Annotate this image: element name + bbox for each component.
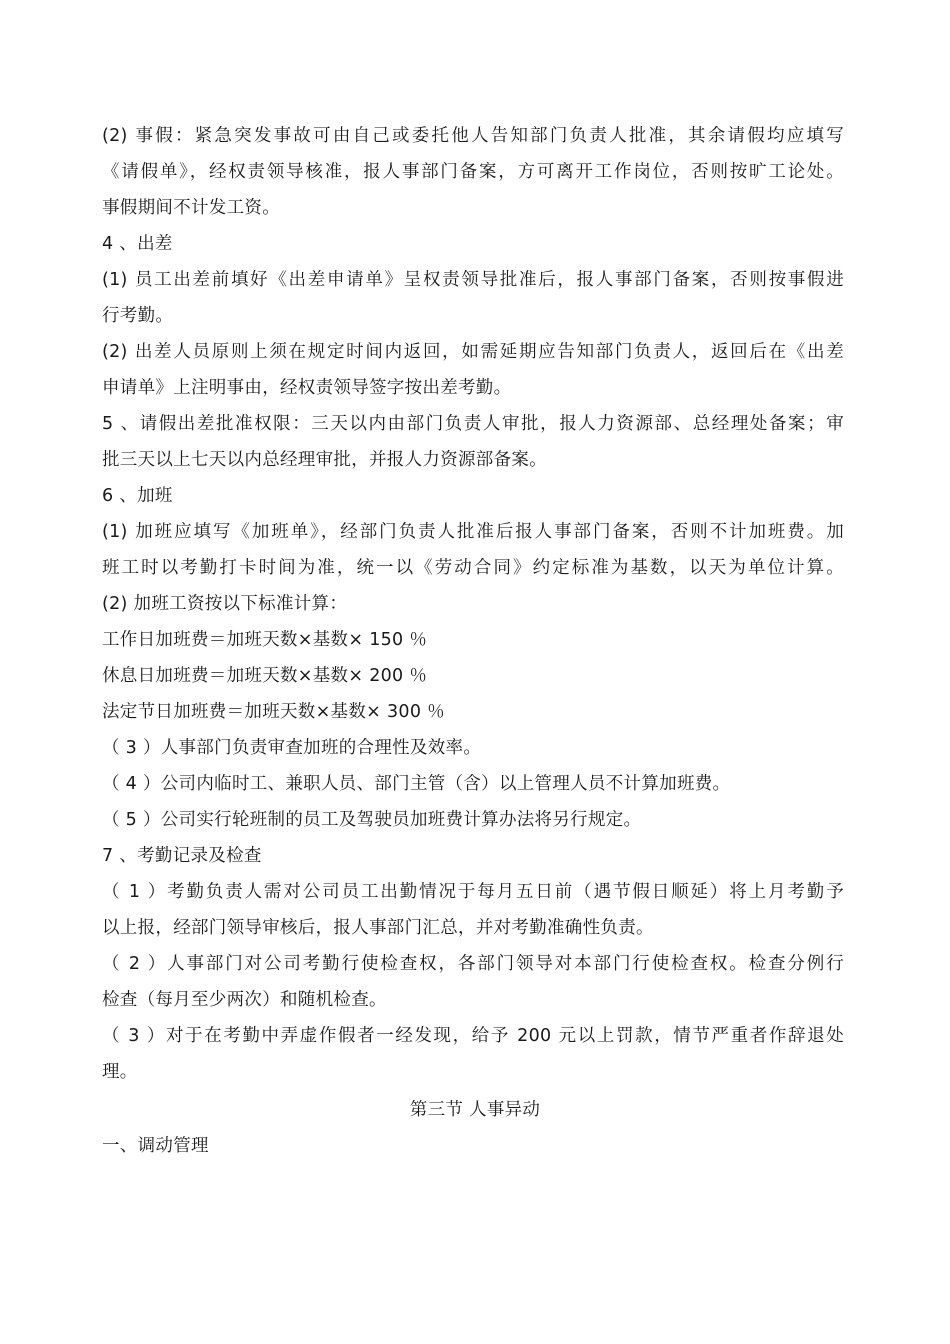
text-line: （ 3 ）人事部门负责审查加班的合理性及效率。 [102,738,482,758]
section-title: 第三节 人事异动 [409,1100,541,1120]
text-line: 理。 [102,1062,138,1082]
text-line: 申请单》上注明事由，经权责领导签字按出差考勤。 [102,378,512,398]
text-line: （ 2 ）人事部门对公司考勤行使检查权，各部门领导对本部门行使检查权。检查分例行 [102,954,844,974]
text-line: 5 、请假出差批准权限：三天以内由部门负责人审批，报人力资源部、总经理处备案；审 [102,414,844,434]
text-line: （ 3 ）对于在考勤中弄虚作假者一经发现，给予 200 元以上罚款，情节严重者作辞退处 [102,1026,844,1046]
text-line: 批三天以上七天以内总经理审批，并报人力资源部备案。 [102,450,547,470]
text-line: （ 4 ）公司内临时工、兼职人员、部门主管（含）以上管理人员不计算加班费。 [102,774,731,794]
text-line: （ 1 ）考勤负责人需对公司员工出勤情况于每月五日前（遇节假日顺延）将上月考勤予 [102,882,844,902]
text-line: （ 5 ）公司实行轮班制的员工及驾驶员加班费计算办法将另行规定。 [102,810,642,830]
text-line: 行考勤。 [102,306,174,326]
text-line: (2) 出差人员原则上须在规定时间内返回，如需延期应告知部门负责人，返回后在《出差 [102,342,844,362]
text-line: (1) 员工出差前填好《出差申请单》呈权责领导批准后，报人事部门备案，否则按事假进 [102,270,844,290]
text-line: 班工时以考勤打卡时间为准，统一以《劳动合同》约定标准为基数，以天为单位计算。 [102,558,844,578]
text-line: (2) 加班工资按以下标准计算： [102,594,348,614]
text-line: 6 、加班 [102,486,173,506]
text-line: 法定节日加班费＝加班天数×基数× 300 ％ [102,702,445,722]
subheading: 一、调动管理 [102,1136,209,1156]
text-line: 以上报，经部门领导审核后，报人事部门汇总，并对考勤准确性负责。 [102,918,654,938]
text-line: (2) 事假：紧急突发事故可由自己或委托他人告知部门负责人批准，其余请假均应填写 [102,126,844,146]
text-line: 检查（每月至少两次）和随机检查。 [102,990,387,1010]
text-line: 休息日加班费＝加班天数×基数× 200 ％ [102,666,428,686]
text-line: 7 、考勤记录及检查 [102,846,262,866]
text-line: 《请假单》，经权责领导核准，报人事部门备案，方可离开工作岗位，否则按旷工论处。 [102,162,844,182]
text-line: (1) 加班应填写《加班单》，经部门负责人批准后报人事部门备案，否则不计加班费。加 [102,522,844,542]
text-line: 事假期间不计发工资。 [102,198,280,218]
text-line: 4 、出差 [102,234,173,254]
text-line: 工作日加班费＝加班天数×基数× 150 ％ [102,630,428,650]
